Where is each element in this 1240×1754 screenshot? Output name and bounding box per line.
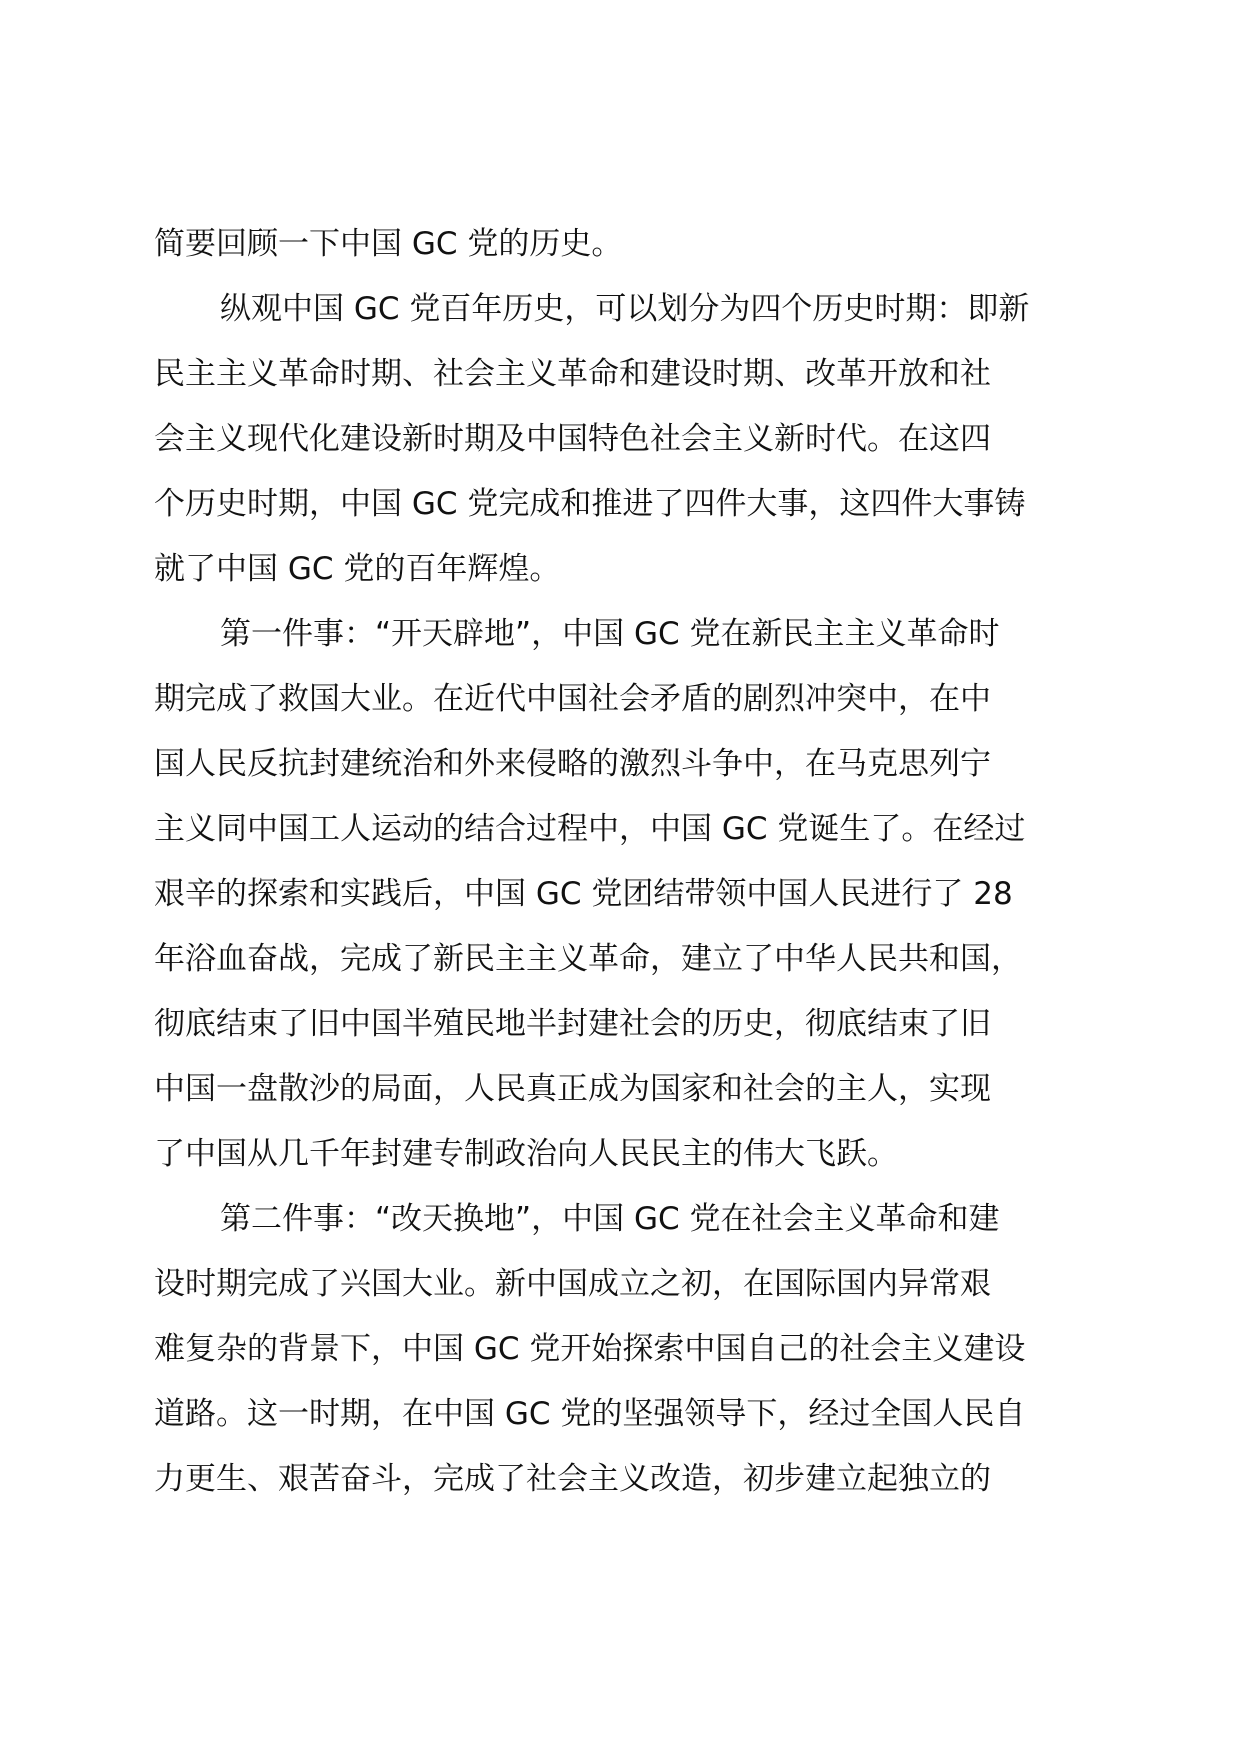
paragraph-overview	[154, 277, 1094, 602]
text-line: 主义同中国工人运动的结合过程中，中国 GC 党诞生了。在经过	[154, 811, 1026, 847]
text-line: 个历史时期，中国 GC 党完成和推进了四件大事，这四件大事铸	[154, 486, 1026, 522]
text-line: 会主义现代化建设新时期及中国特色社会主义新时代。在这四	[154, 421, 991, 457]
text-line: 设时期完成了兴国大业。新中国成立之初，在国际国内异常艰	[154, 1266, 991, 1302]
text-line: 简要回顾一下中国 GC 党的历史。	[154, 226, 623, 262]
text-line: 纵观中国 GC 党百年历史，可以划分为四个历史时期：即新	[220, 291, 1030, 327]
body-text	[154, 212, 1094, 1512]
paragraph-first-event	[154, 602, 1094, 1187]
text-line: 了中国从几千年封建专制政治向人民民主的伟大飞跃。	[154, 1136, 898, 1172]
text-line: 艰辛的探索和实践后，中国 GC 党团结带领中国人民进行了 28	[154, 876, 1013, 912]
text-line: 期完成了救国大业。在近代中国社会矛盾的剧烈冲突中，在中	[154, 681, 991, 717]
text-line: 年浴血奋战，完成了新民主主义革命，建立了中华人民共和国，	[154, 941, 1022, 977]
text-line: 中国一盘散沙的局面，人民真正成为国家和社会的主人，实现	[154, 1071, 991, 1107]
text-line: 第一件事：“开天辟地”，中国 GC 党在新民主主义革命时	[220, 616, 1000, 652]
text-line: 民主主义革命时期、社会主义革命和建设时期、改革开放和社	[154, 356, 991, 392]
text-line: 难复杂的背景下，中国 GC 党开始探索中国自己的社会主义建设	[154, 1331, 1026, 1367]
text-line: 就了中国 GC 党的百年辉煌。	[154, 551, 561, 587]
paragraph-second-event	[154, 1187, 1094, 1512]
text-line: 第二件事：“改天换地”，中国 GC 党在社会主义革命和建	[220, 1201, 1000, 1237]
text-line: 彻底结束了旧中国半殖民地半封建社会的历史，彻底结束了旧	[154, 1006, 991, 1042]
text-line: 力更生、艰苦奋斗，完成了社会主义改造，初步建立起独立的	[154, 1461, 991, 1497]
paragraph-continuation	[154, 212, 1094, 277]
text-line: 道路。这一时期，在中国 GC 党的坚强领导下，经过全国人民自	[154, 1396, 1026, 1432]
text-line: 国人民反抗封建统治和外来侵略的激烈斗争中，在马克思列宁	[154, 746, 991, 782]
